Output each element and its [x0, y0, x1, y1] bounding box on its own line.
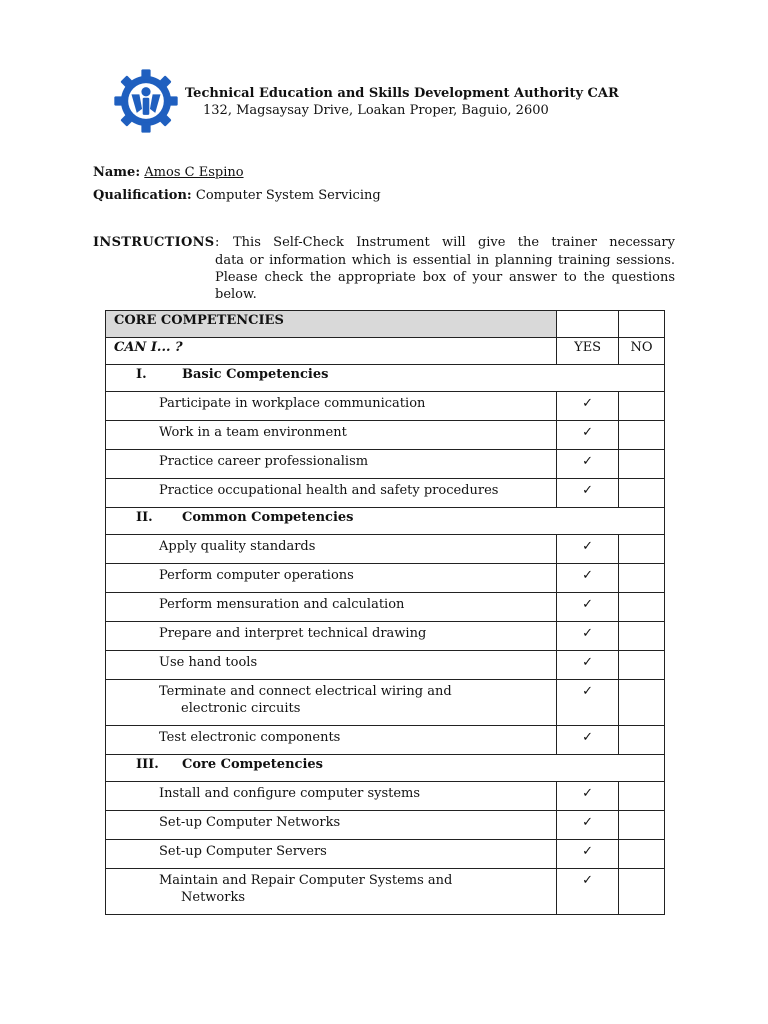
no-checkbox-cell[interactable] [619, 840, 665, 869]
no-checkbox-cell[interactable] [619, 782, 665, 811]
no-checkbox-cell[interactable] [619, 651, 665, 680]
yes-checkbox-cell[interactable] [557, 450, 619, 479]
check-mark-icon: ✓ [582, 815, 594, 830]
yes-checkbox-cell[interactable] [557, 479, 619, 508]
can-i-label: CAN I... ? [106, 338, 557, 365]
header-blank-cell [619, 311, 665, 338]
table-row [106, 782, 665, 811]
competency-cell [106, 479, 557, 508]
check-mark-icon: ✓ [582, 568, 594, 583]
competency-label-continued: Networks [181, 890, 246, 905]
qualification-value: Computer System Servicing [195, 188, 381, 203]
organization-address: 132, Magsaysay Drive, Loakan Proper, Baguio, 2600 [203, 103, 549, 118]
qualification-label: Qualification: [93, 188, 192, 203]
section-heading [106, 508, 665, 535]
table-header-row [106, 311, 665, 338]
name-value: Amos C Espino [144, 165, 244, 180]
check-mark-icon: ✓ [582, 454, 594, 469]
section-number: I. [136, 367, 147, 382]
instructions-text: data or information which is essential in planning training sessions. Please check the appropriate box of your answer to the questions below. [215, 253, 675, 302]
competency-cell [106, 782, 557, 811]
competency-label: Practice occupational health and safety procedures [159, 483, 499, 498]
competency-label: Prepare and interpret technical drawing [159, 626, 427, 641]
check-mark-icon: ✓ [582, 539, 594, 554]
yes-checkbox-cell[interactable] [557, 622, 619, 651]
competency-label: Practice career professionalism [159, 454, 369, 469]
check-mark-icon: ✓ [582, 425, 594, 440]
competency-cell [106, 840, 557, 869]
yes-checkbox-cell[interactable] [557, 392, 619, 421]
section-row [106, 365, 665, 392]
tesda-gear-logo-icon [113, 68, 179, 134]
no-checkbox-cell[interactable] [619, 593, 665, 622]
yes-checkbox-cell[interactable] [557, 680, 619, 726]
check-mark-icon: ✓ [582, 597, 594, 612]
no-checkbox-cell[interactable] [619, 479, 665, 508]
competency-label-continued: electronic circuits [181, 701, 301, 716]
no-checkbox-cell[interactable] [619, 535, 665, 564]
table-row [106, 869, 665, 915]
competency-cell [106, 651, 557, 680]
section-title: Core Competencies [182, 757, 323, 772]
check-mark-icon: ✓ [582, 396, 594, 411]
competency-cell [106, 680, 557, 726]
name-field [93, 165, 244, 180]
table-row [106, 479, 665, 508]
competency-cell [106, 564, 557, 593]
section-number: III. [136, 757, 159, 772]
section-row [106, 508, 665, 535]
yes-checkbox-cell[interactable] [557, 782, 619, 811]
no-checkbox-cell[interactable] [619, 726, 665, 755]
header-blank-cell [557, 311, 619, 338]
competency-label: Maintain and Repair Computer Systems and [159, 873, 453, 888]
competency-label: Test electronic components [159, 730, 341, 745]
yes-checkbox-cell[interactable] [557, 726, 619, 755]
yes-checkbox-cell[interactable] [557, 811, 619, 840]
name-label: Name: [93, 165, 141, 180]
competency-label: Perform mensuration and calculation [159, 597, 405, 612]
table-row [106, 840, 665, 869]
yes-checkbox-cell[interactable] [557, 535, 619, 564]
check-mark-icon: ✓ [582, 844, 594, 859]
table-row [106, 564, 665, 593]
table-row [106, 622, 665, 651]
yes-checkbox-cell[interactable] [557, 840, 619, 869]
no-checkbox-cell[interactable] [619, 869, 665, 915]
table-row [106, 450, 665, 479]
competency-label: Install and configure computer systems [159, 786, 421, 801]
competency-cell [106, 392, 557, 421]
competency-label: Terminate and connect electrical wiring and [159, 684, 452, 699]
competency-cell [106, 726, 557, 755]
no-checkbox-cell[interactable] [619, 421, 665, 450]
qualification-field [93, 188, 381, 203]
can-i-row [106, 338, 665, 365]
competency-label: Perform computer operations [159, 568, 354, 583]
check-mark-icon: ✓ [582, 483, 594, 498]
table-row [106, 421, 665, 450]
organization-name: Technical Education and Skills Development Authority CAR [185, 86, 619, 101]
competency-cell [106, 450, 557, 479]
no-column-header: NO [619, 338, 665, 365]
no-checkbox-cell[interactable] [619, 392, 665, 421]
instructions-colon: : [215, 235, 220, 250]
check-mark-icon: ✓ [582, 684, 594, 699]
competency-label: Participate in workplace communication [159, 396, 426, 411]
check-mark-icon: ✓ [582, 655, 594, 670]
competency-label: Apply quality standards [159, 539, 316, 554]
section-heading [106, 365, 665, 392]
core-competencies-header: CORE COMPETENCIES [106, 311, 557, 338]
section-title: Common Competencies [182, 510, 354, 525]
check-mark-icon: ✓ [582, 730, 594, 745]
yes-checkbox-cell[interactable] [557, 651, 619, 680]
no-checkbox-cell[interactable] [619, 680, 665, 726]
section-heading [106, 755, 665, 782]
instructions-text-line1: This Self-Check Instrument will give the trainer necessary [233, 235, 675, 250]
check-mark-icon: ✓ [582, 626, 594, 641]
competencies-table [105, 310, 665, 915]
no-checkbox-cell[interactable] [619, 564, 665, 593]
table-row [106, 726, 665, 755]
yes-checkbox-cell[interactable] [557, 564, 619, 593]
check-mark-icon: ✓ [582, 786, 594, 801]
competency-cell [106, 869, 557, 915]
competency-label: Work in a team environment [159, 425, 347, 440]
table-row [106, 593, 665, 622]
no-checkbox-cell[interactable] [619, 450, 665, 479]
table-row [106, 392, 665, 421]
table-row [106, 811, 665, 840]
yes-column-header: YES [557, 338, 619, 365]
competency-cell [106, 421, 557, 450]
instructions-label: INSTRUCTIONS [93, 235, 215, 250]
competency-cell [106, 535, 557, 564]
section-title: Basic Competencies [182, 367, 329, 382]
check-mark-icon: ✓ [582, 873, 594, 888]
competency-cell [106, 622, 557, 651]
yes-checkbox-cell[interactable] [557, 421, 619, 450]
section-number: II. [136, 510, 153, 525]
competency-label: Set-up Computer Servers [159, 844, 327, 859]
table-row [106, 680, 665, 726]
competency-cell [106, 593, 557, 622]
competency-cell [106, 811, 557, 840]
table-row [106, 651, 665, 680]
no-checkbox-cell[interactable] [619, 622, 665, 651]
yes-checkbox-cell[interactable] [557, 593, 619, 622]
table-row [106, 535, 665, 564]
no-checkbox-cell[interactable] [619, 811, 665, 840]
competency-label: Set-up Computer Networks [159, 815, 341, 830]
yes-checkbox-cell[interactable] [557, 869, 619, 915]
section-row [106, 755, 665, 782]
competency-label: Use hand tools [159, 655, 258, 670]
